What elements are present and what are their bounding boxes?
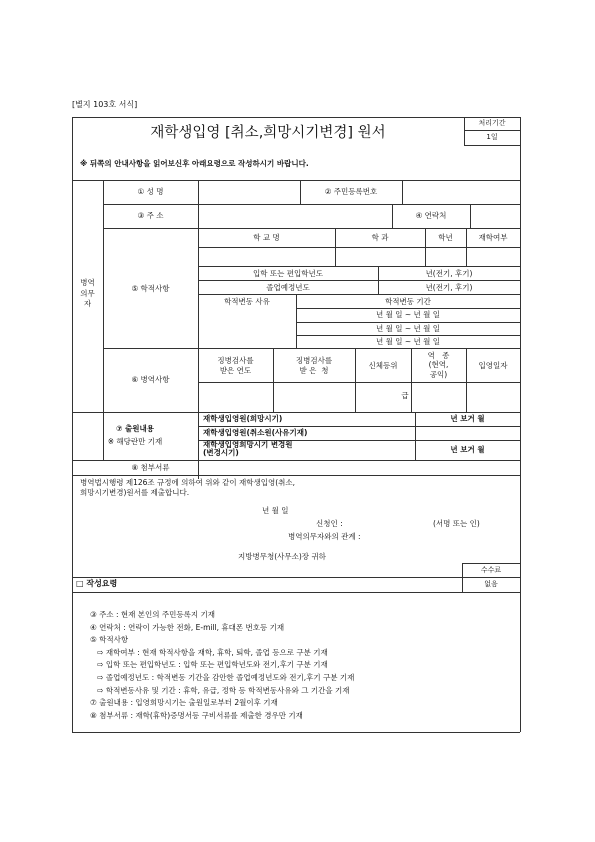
application-year-month-1: 년 보거 월 [450,414,485,423]
date-line: 년 월 일 [262,506,289,515]
declaration: 병역법시행령 제126조 규정에 의하여 위와 같이 재학생입영(취소, 희망시기변경)원서를 제출합니다. [80,478,296,497]
form-code: [별지 103호 서식] [72,100,138,109]
grad-year-value: 년(전기, 후기) [425,283,473,292]
guide-item: ③ 주소 : 현재 본인의 주민등록지 기재 [90,610,215,619]
guide-item: ⇨ 졸업예정년도 : 학적변동 기간을 감안한 졸업예정년도와 전기,후기 구분 기재 [90,673,355,682]
sign-label: (서명 또는 인) [433,519,480,528]
grad-year-label: 졸업예정년도 [266,283,310,292]
guide-item: ⑤ 학적사항 [90,635,129,645]
processing-period-label: 처리기간 [478,119,506,127]
school-name-label: 학 교 명 [253,233,280,242]
contact-label: ④ 연락처 [415,211,447,220]
academic-label: ⑤ 학적사항 [131,284,170,293]
period-row-1: 년 월 일 ~ 년 월 일 [375,310,441,319]
address-label: ③ 주 소 [137,211,164,220]
relation-label: 병역의무자와의 관계 : [288,532,361,541]
military-col-exam-office: 징병검사를 받 은 청 [295,356,333,375]
guide-item: ⇨ 학적변동사유 및 기간 : 휴학, 유급, 정학 등 학적변동사유와 그 기간을 기재 [90,685,350,695]
military-label: ⑥ 병역사항 [131,375,170,384]
processing-period-value: 1일 [486,133,498,141]
guide-item: ⑦ 출원내용 : 입영희망시기는 출원일로부터 2월이후 기재 [90,698,278,708]
application-year-month-3: 년 보거 월 [450,445,485,454]
fee-value: 없음 [484,580,498,588]
application-row-desired: 재학생입영원(희망시기) [203,414,283,423]
resident-number-label: ② 주민등록번호 [324,187,378,196]
period-row-3: 년 월 일 ~ 년 월 일 [375,337,441,346]
application-content-label: ⑦ 출원내용 [116,424,154,433]
guide-item: ⇨ 입학 또는 편입학년도 : 입학 또는 편입학년도와 전기,후기 구분 기재 [90,660,328,670]
notice: ※ 뒤쪽의 안내사항을 읽어보신후 아래요령으로 작성하시기 바랍니다. [80,159,309,168]
name-label: ① 성 명 [137,187,164,196]
guide-item: ⇨ 재학여부 : 현재 학적사항을 재학, 휴학, 퇴학, 졸업 등으로 구분 기재 [90,647,328,657]
guide-item: ④ 연락처 : 연락이 가능한 전화, E-mill, 휴대폰 번호등 기재 [90,622,285,632]
guide-item: ⑧ 첨부서류 : 재학(휴학)증명서등 구비서류를 제출한 경우만 기재 [90,710,303,720]
application-row-cancel: 재학생입영원(취소원(사유기재) [203,428,308,437]
applicant-label: 신청인 : [316,519,343,528]
application-note: ※ 해당란만 기재 [107,437,163,446]
guide-title: □ 작성요령 [76,579,118,588]
grade-unit: 급 [401,391,409,400]
application-row-change: 재학생입영희망시기 변경원 (변경시기) [203,440,293,458]
period-row-2: 년 월 일 ~ 년 월 일 [375,324,441,333]
grade-label: 학년 [438,233,453,242]
military-col-exam-year: 징병검사를 받은 연도 [217,356,254,375]
attachment-label: ⑧ 첨부서류 [131,463,170,472]
page-title: 재학생입영 [취소,희망시기변경] 원서 [150,125,386,141]
military-col-physical-grade: 신체등위 [368,361,398,370]
entry-year-value: 년(전기, 후기) [425,269,473,278]
enrolled-label: 재학여부 [478,233,508,242]
addressee: 지방병무청(사무소)장 귀하 [238,552,326,561]
military-col-enlist-date: 입영일자 [478,361,508,370]
fee-label: 수수료 [480,566,502,574]
military-col-service-type: 역 종 (현역, 공익) [427,351,450,379]
department-label: 학 과 [371,233,389,242]
obligor-label: 병역 의무 자 [80,278,95,308]
change-reason-label: 학적변동 사유 [224,297,270,306]
entry-year-label: 입학 또는 편입학년도 [253,269,323,278]
change-period-label: 학적변동 기간 [385,297,431,306]
